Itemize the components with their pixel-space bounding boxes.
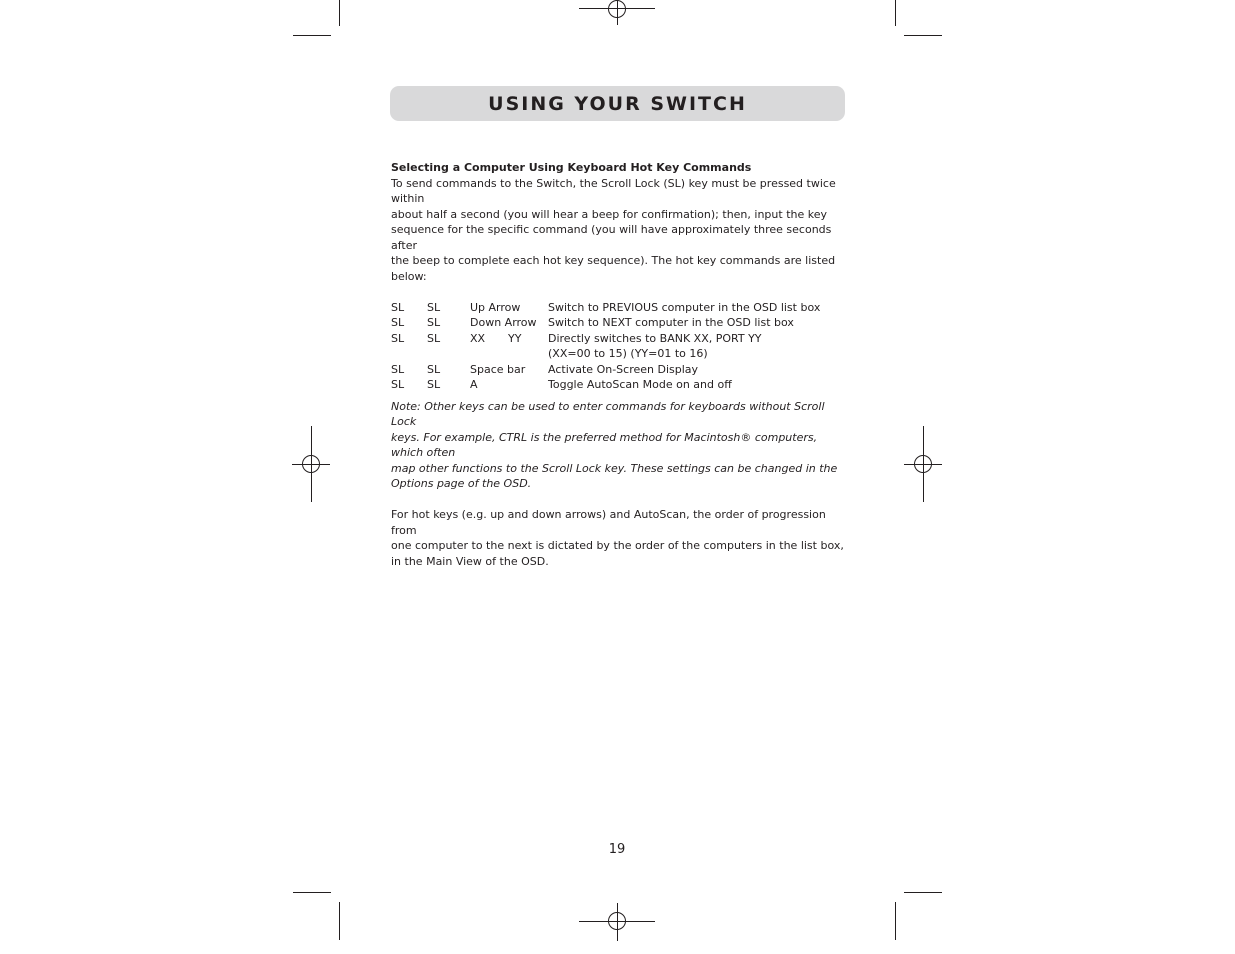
crop-mark	[904, 892, 942, 893]
key-cell: SL	[391, 378, 405, 391]
action-cell: Directly switches to BANK XX, PORT YY	[548, 331, 762, 345]
text-line: To send commands to the Switch, the Scroll Lock (SL) key must be pressed twice within	[391, 176, 836, 205]
registration-mark	[914, 455, 932, 473]
text-line: For hot keys (e.g. up and down arrows) and AutoScan, the order of progression from	[391, 508, 826, 537]
text-line: in the Main View of the OSD.	[391, 554, 549, 568]
text-line: about half a second (you will hear a beep for confirmation); then, input the key	[391, 207, 827, 221]
key-cell: XX	[470, 331, 486, 345]
action-cell: Activate On-Screen Display	[548, 362, 699, 376]
key-cell: SL	[391, 300, 405, 314]
crop-mark	[293, 892, 331, 893]
action-cell: (XX=00 to 15) (YY=01 to 16)	[548, 347, 708, 360]
key-cell: Up Arrow	[470, 300, 521, 314]
key-cell: SL	[427, 378, 441, 391]
crop-mark	[293, 35, 331, 36]
crop-mark	[904, 35, 942, 36]
intro-paragraph	[391, 176, 846, 285]
hotkey-order-paragraph	[391, 507, 846, 569]
key-cell: SL	[427, 362, 441, 376]
text-line: Options page of the OSD.	[391, 477, 532, 490]
action-cell: Switch to PREVIOUS computer in the OSD list box	[548, 300, 821, 314]
crop-mark	[339, 902, 340, 940]
key-cell: SL	[391, 316, 405, 329]
spacer	[391, 284, 846, 300]
key-cell: SL	[427, 300, 441, 314]
action-cell: Toggle AutoScan Mode on and off	[548, 378, 732, 391]
key-cell: SL	[391, 331, 405, 345]
text-line: one computer to the next is dictated by the order of the computers in the list box,	[391, 539, 844, 552]
key-cell: SL	[427, 331, 441, 345]
key-cell: SL	[391, 362, 405, 376]
key-cell: SL	[427, 316, 441, 329]
key-cell: YY	[508, 331, 522, 345]
table-row	[391, 346, 846, 362]
text-line: map other functions to the Scroll Lock key. These settings can be changed in the	[391, 461, 838, 475]
spacer	[391, 492, 846, 508]
key-cell: Space bar	[470, 362, 526, 376]
registration-mark	[608, 0, 626, 18]
hotkey-command-table	[391, 300, 846, 393]
text-line: sequence for the specific command (you will have approximately three seconds after	[391, 223, 832, 252]
table-row	[391, 331, 846, 347]
section-header-bar	[390, 86, 845, 121]
registration-mark	[608, 912, 626, 930]
page-title: USING YOUR SWITCH	[488, 92, 747, 115]
action-cell: Switch to NEXT computer in the OSD list box	[548, 316, 794, 329]
key-cell: A	[470, 378, 478, 391]
text-line: Note: Other keys can be used to enter commands for keyboards without Scroll Lock	[391, 399, 825, 428]
note-paragraph	[391, 399, 846, 492]
table-row	[391, 362, 846, 378]
crop-mark	[339, 0, 340, 26]
section-title: Selecting a Computer Using Keyboard Hot Key Commands	[391, 161, 752, 174]
text-line: keys. For example, CTRL is the preferred method for Macintosh® computers, which often	[391, 430, 818, 459]
main-content	[391, 160, 846, 569]
page-number: 19	[608, 842, 626, 857]
crop-mark	[895, 0, 896, 26]
registration-mark	[302, 455, 320, 473]
table-row	[391, 315, 846, 331]
crop-mark	[895, 902, 896, 940]
table-row	[391, 377, 846, 393]
table-row	[391, 300, 846, 316]
key-cell: Down Arrow	[470, 316, 537, 329]
text-line: the beep to complete each hot key sequence). The hot key commands are listed below:	[391, 254, 836, 283]
